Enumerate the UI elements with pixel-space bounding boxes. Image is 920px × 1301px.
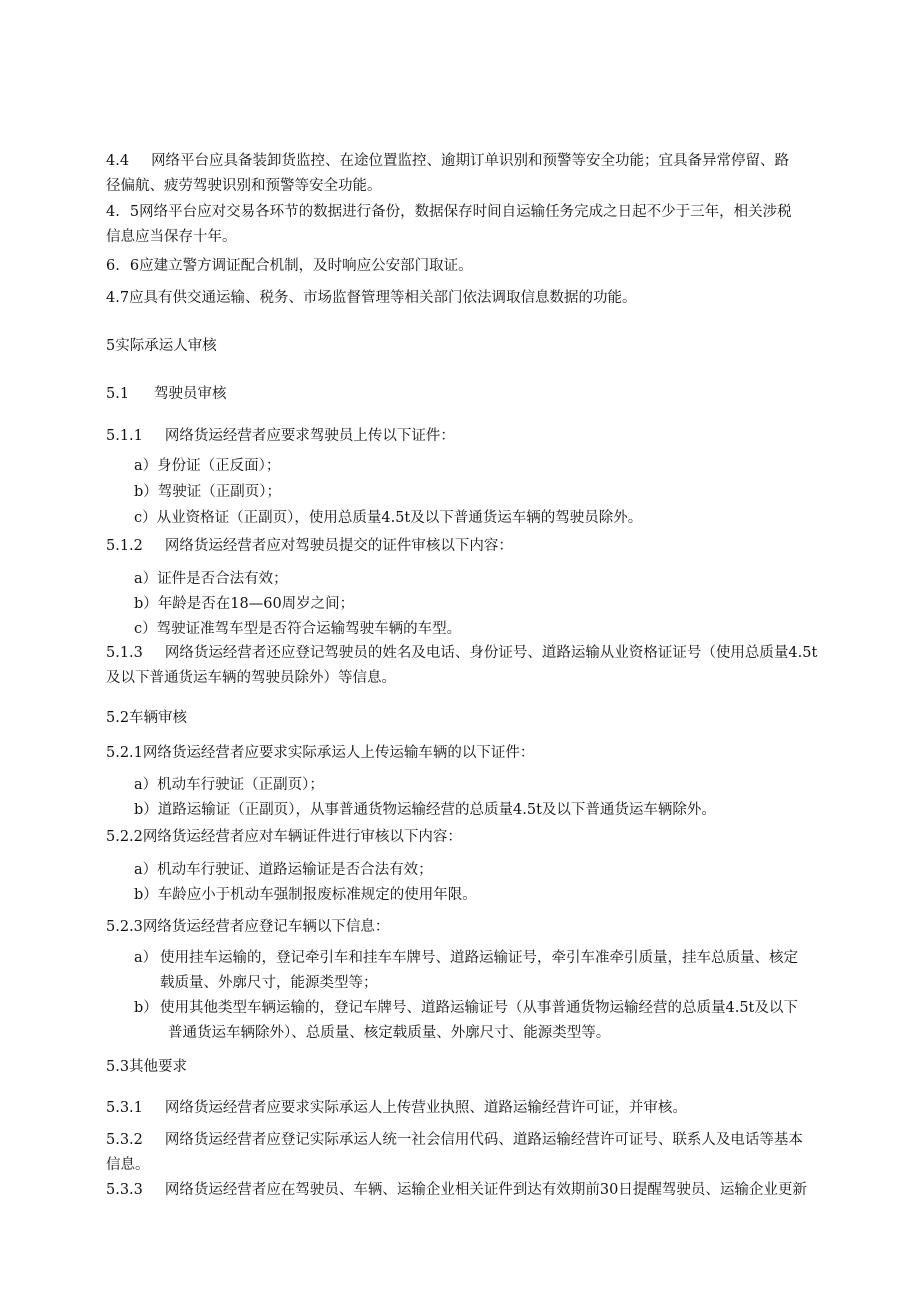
- clause-5-2-2: 5.2.2网络货运经营者应对车辆证件进行审核以下内容：: [106, 829, 462, 845]
- clause-5-3-2-line1: [106, 1130, 803, 1150]
- clause-5-2-3: 5.2.3网络货运经营者应登记车辆以下信息：: [106, 919, 390, 935]
- list-item-line: 载质量、外廓尺寸，能源类型等；: [160, 975, 378, 991]
- clause-text: 网络货运经营者应对驾驶员提交的证件审核以下内容：: [164, 538, 513, 554]
- list-item: c）从业资格证（正副页），使用总质量4.5t及以下普通货运车辆的驾驶员除外。: [134, 510, 643, 526]
- subsection-heading-5-2: 5.2车辆审核: [106, 710, 188, 726]
- clause-5-1-2: [106, 536, 513, 556]
- list-item: a）机动车行驶证（正副页）；: [134, 777, 324, 793]
- clause-5-1-3-line2: 及以下普通货运车辆的驾驶员除外）等信息。: [106, 670, 396, 686]
- list-item: a）机动车行驶证、道路运输证是否合法有效；: [134, 862, 433, 878]
- clause-text: 网络货运经营者应在驾驶员、车辆、运输企业相关证件到达有效期前30日提醒驾驶员、运输企业更新: [164, 1182, 807, 1198]
- clause-4-4-line1: [106, 151, 789, 171]
- list-item-line: 使用其他类型车辆运输的，登记车牌号、道路运输证号（从事普通货物运输经营的总质量4.5t及以下: [160, 1000, 798, 1016]
- clause-4-6: [106, 256, 473, 276]
- clause-number: 4.4: [106, 153, 130, 169]
- clause-number: 5.1.1: [106, 428, 143, 444]
- clause-4-4-line2: 径偏航、疲劳驾驶识别和预警等安全功能。: [106, 178, 382, 194]
- clause-text: 网络货运经营者应要求实际承运人上传营业执照、道路运输经营许可证，并审核。: [164, 1100, 687, 1116]
- clause-number: 5.1.3: [106, 645, 143, 661]
- clause-5-1-3-line1: [106, 643, 817, 663]
- clause-number: 5.1: [106, 386, 130, 402]
- clause-4-5-line2: 信息应当保存十年。: [106, 229, 237, 245]
- list-item-label: a）: [134, 950, 158, 966]
- clause-text: 5网络平台应对交易各环节的数据进行备份，数据保存时间自运输任务完成之日起不少于三年，相关涉税: [129, 204, 792, 220]
- list-item: a）身份证（正反面）；: [134, 458, 281, 474]
- clause-number: 5.3.3: [106, 1182, 143, 1198]
- clause-4-5-line1: [106, 202, 792, 222]
- clause-number: 5.1.2: [106, 538, 143, 554]
- clause-5-2-1: 5.2.1网络货运经营者应要求实际承运人上传运输车辆的以下证件：: [106, 745, 535, 761]
- list-item: b）年龄是否在18—60周岁之间；: [134, 596, 355, 612]
- clause-text: 网络货运经营者应要求驾驶员上传以下证件：: [164, 428, 455, 444]
- clause-text: 网络货运经营者应登记实际承运人统一社会信用代码、道路运输经营许可证号、联系人及电话等基本: [164, 1132, 803, 1148]
- list-item: b）车龄应小于机动车强制报废标准规定的使用年限。: [134, 887, 477, 903]
- list-item: b）驾驶证（正副页）；: [134, 484, 282, 500]
- clause-5-1-1: [106, 426, 455, 446]
- clause-5-3-1: [106, 1098, 687, 1118]
- clause-number: 5.3.2: [106, 1132, 143, 1148]
- clause-number: 5.3.1: [106, 1100, 143, 1116]
- clause-text: 网络货运经营者还应登记驾驶员的姓名及电话、身份证号、道路运输从业资格证证号（使用总质量4.5t: [164, 645, 818, 661]
- list-item-line: 使用挂车运输的，登记牵引车和挂车车牌号、道路运输证号，牵引车准牵引质量，挂车总质量、核定: [160, 950, 798, 966]
- clause-4-7: 4.7应具有供交通运输、税务、市场监督管理等相关部门依法调取信息数据的功能。: [106, 290, 637, 306]
- subsection-heading-5-3: 5.3其他要求: [106, 1059, 188, 1075]
- list-item-label: b）: [134, 1000, 158, 1016]
- subsection-heading-5-1: [106, 384, 227, 404]
- clause-number: 4.: [106, 204, 120, 220]
- list-item: b）道路运输证（正副页），从事普通货物运输经营的总质量4.5t及以下普通货运车辆除外。: [134, 802, 716, 818]
- clause-text: 6应建立警方调证配合机制，及时响应公安部门取证。: [129, 258, 473, 274]
- section-heading-5: 5实际承运人审核: [106, 338, 217, 354]
- heading-text: 驾驶员审核: [154, 386, 227, 402]
- list-item-line: 普通货运车辆除外）、总质量、核定载质量、外廓尺寸、能源类型等。: [168, 1025, 611, 1041]
- clause-5-3-2-line2: 信息。: [106, 1157, 150, 1173]
- clause-text: 网络平台应具备装卸货监控、在途位置监控、逾期订单识别和预警等安全功能；宜具备异常停留、路: [151, 153, 790, 169]
- list-item: a）证件是否合法有效；: [134, 571, 288, 587]
- clause-number: 6.: [106, 258, 120, 274]
- clause-5-3-3-line1: [106, 1180, 807, 1200]
- list-item: c）驾驶证准驾车型是否符合运输驾驶车辆的车型。: [134, 621, 462, 637]
